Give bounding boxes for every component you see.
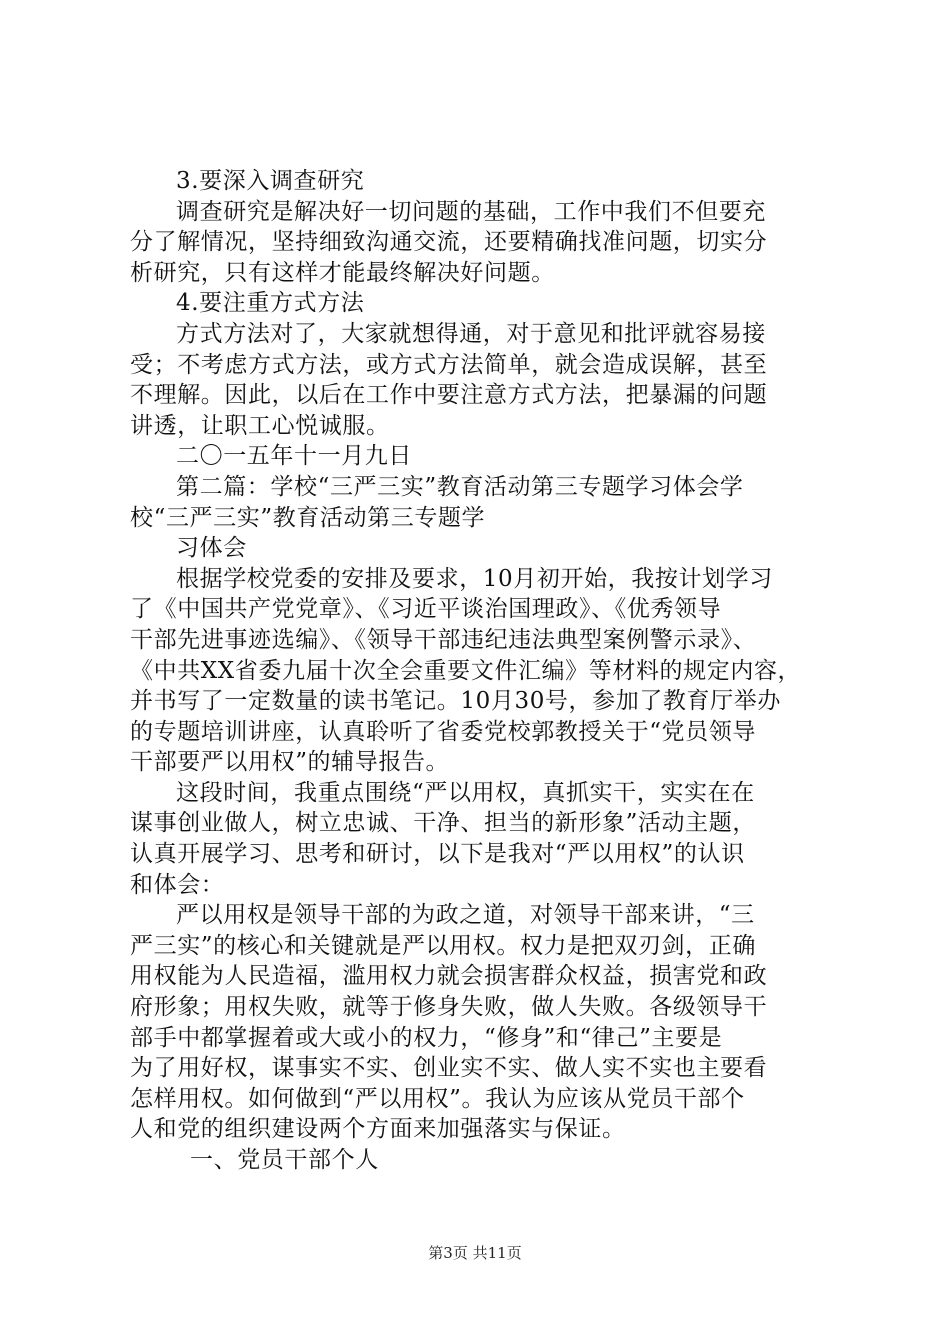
paragraph-line: 谋事创业做人，树立忠诚、干净、担当的新形象”活动主题， [130, 810, 756, 837]
paragraph-line: 干部先进事迹选编》、《领导干部违纪违法典型案例警示录》、 [130, 626, 757, 653]
paragraph-line: 人和党的组织建设两个方面来加强落实与保证。 [130, 1116, 626, 1143]
paragraph-line: 的专题培训讲座，认真聆听了省委党校郭教授关于“党员领导 [130, 718, 756, 745]
paragraph-line: 分了解情况，坚持细致沟通交流，还要精确找准问题，切实分 [130, 229, 768, 256]
paragraph-line: 严以用权是领导干部的为政之道，对领导干部来讲，“三 [176, 902, 755, 929]
paragraph-line: 部手中都掌握着或大或小的权力，“修身”和“律己”主要是 [130, 1024, 723, 1051]
paragraph-line: 根据学校党委的安排及要求，10月初开始，我按计划学习 [176, 565, 773, 592]
paragraph-line: 方式方法对了，大家就想得通，对于意见和批评就容易接 [176, 320, 766, 347]
paragraph-line: 这段时间，我重点围绕“严以用权，真抓实干，实实在在 [176, 779, 755, 806]
section-heading: 一、党员干部个人 [190, 1147, 379, 1173]
paragraph-line: 怎样用权。如何做到“严以用权”。我认为应该从党员干部个 [130, 1085, 745, 1112]
section-heading: 3.要深入调查研究 [176, 168, 365, 194]
paragraph-line: 析研究，只有这样才能最终解决好问题。 [130, 259, 555, 286]
paragraph-line: 受；不考虑方式方法，或方式方法简单，就会造成误解，甚至 [130, 351, 768, 378]
paragraph-line: 干部要严以用权”的辅导报告。 [130, 749, 450, 776]
paragraph-line: 用权能为人民造福，滥用权力就会损害群众权益，损害党和政 [130, 963, 768, 990]
paragraph-line: 《中共XX省委九届十次全会重要文件汇编》等材料的规定内容， [130, 657, 802, 684]
article-title: 第二篇：学校“三严三实”教育活动第三专题学习体会学 [176, 473, 744, 500]
article-title: 校“三严三实”教育活动第三专题学 [130, 504, 486, 531]
paragraph-line: 府形象；用权失败，就等于修身失败，做人失败。各级领导干 [130, 994, 768, 1021]
paragraph-line: 并书写了一定数量的读书笔记。10月30号，参加了教育厅举办 [130, 688, 781, 715]
section-heading: 4.要注重方式方法 [176, 290, 365, 317]
document-body [130, 166, 830, 1176]
article-title: 习体会 [176, 535, 247, 562]
paragraph-line: 调查研究是解决好一切问题的基础，工作中我们不但要充 [176, 198, 766, 225]
date-line: 二〇一五年十一月九日 [176, 443, 412, 470]
paragraph-line: 讲透，让职工心悦诚服。 [130, 412, 390, 439]
paragraph-line: 认真开展学习、思考和研讨，以下是我对“严以用权”的认识 [130, 841, 745, 868]
paragraph-line: 和体会： [130, 871, 225, 898]
page-footer: 第3页 共11页 [428, 1244, 522, 1262]
paragraph-line: 严三实”的核心和关键就是严以用权。权力是把双刃剑，正确 [130, 932, 756, 959]
paragraph-line: 为了用好权，谋事实不实、创业实不实、做人实不实也主要看 [130, 1055, 768, 1082]
paragraph-line: 不理解。因此，以后在工作中要注意方式方法，把暴漏的问题 [130, 382, 768, 409]
paragraph-line: 了《中国共产党党章》、《习近平谈治国理政》、《优秀领导 [130, 596, 722, 623]
